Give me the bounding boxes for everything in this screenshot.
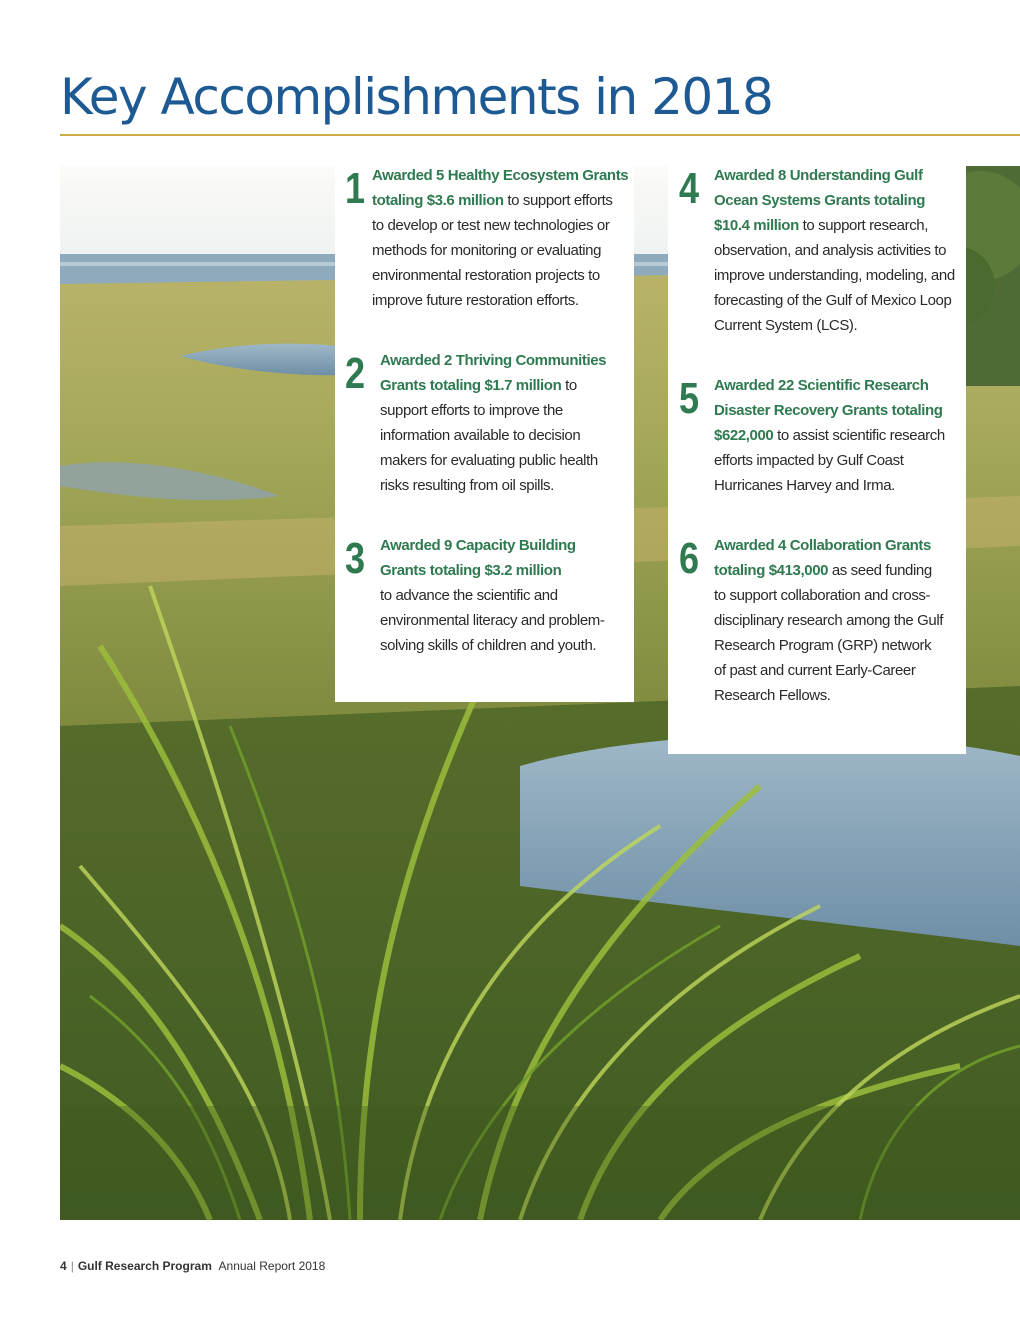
footer-report: Annual Report 2018	[218, 1259, 326, 1273]
accomplishment-number: 3	[345, 534, 366, 583]
accomplishment-number: 1	[345, 164, 366, 213]
accomplishment-text: Awarded 9 Capacity Building Grants totaling $3.2 million to advance the scientific and environmental literacy and problem- solving skills of children and youth.	[380, 537, 605, 654]
footer-program: Gulf Research Program	[77, 1259, 212, 1273]
accomplishment-text: Awarded 2 Thriving Communities Grants totaling $1.7 million to support efforts to improve the information available to decision makers for evaluating public health risks resulting from oil spills.	[380, 352, 607, 494]
accomplishment-text: Awarded 8 Understanding Gulf Ocean Systems Grants totaling $10.4 million to support research, observation, and analysis activities to improve understanding, modeling, and forecasting of the Gulf of Mexico Loop Current System (LCS).	[714, 167, 955, 334]
accomplishment-text: Awarded 22 Scientific Research Disaster Recovery Grants totaling $622,000 to assist scientific research efforts impacted by Gulf Coast Hurricanes Harvey and Irma.	[714, 377, 945, 494]
accomplishment-number: 2	[345, 349, 366, 398]
accomplishment-text: Awarded 4 Collaboration Grants totaling $413,000 as seed funding to support collaboration and cross- disciplinary research among the Gulf Research Program (GRP) network of past and current Early-Career Research Fellows.	[714, 537, 944, 704]
footer-page-number: 4	[60, 1259, 67, 1273]
accomplishment-number: 6	[679, 534, 700, 583]
footer-separator: |	[70, 1259, 74, 1273]
page-title: Key Accomplishments in 2018	[60, 68, 773, 126]
accomplishment-text: Awarded 5 Healthy Ecosystem Grants totaling $3.6 million to support efforts to develop or test new technologies or methods for monitoring or evaluating environmental restoration projects to improve future restoration efforts.	[372, 167, 629, 309]
page-footer	[60, 1259, 325, 1273]
accomplishment-number: 4	[679, 164, 700, 213]
title-rule	[60, 134, 1020, 136]
accomplishment-number: 5	[679, 374, 700, 423]
